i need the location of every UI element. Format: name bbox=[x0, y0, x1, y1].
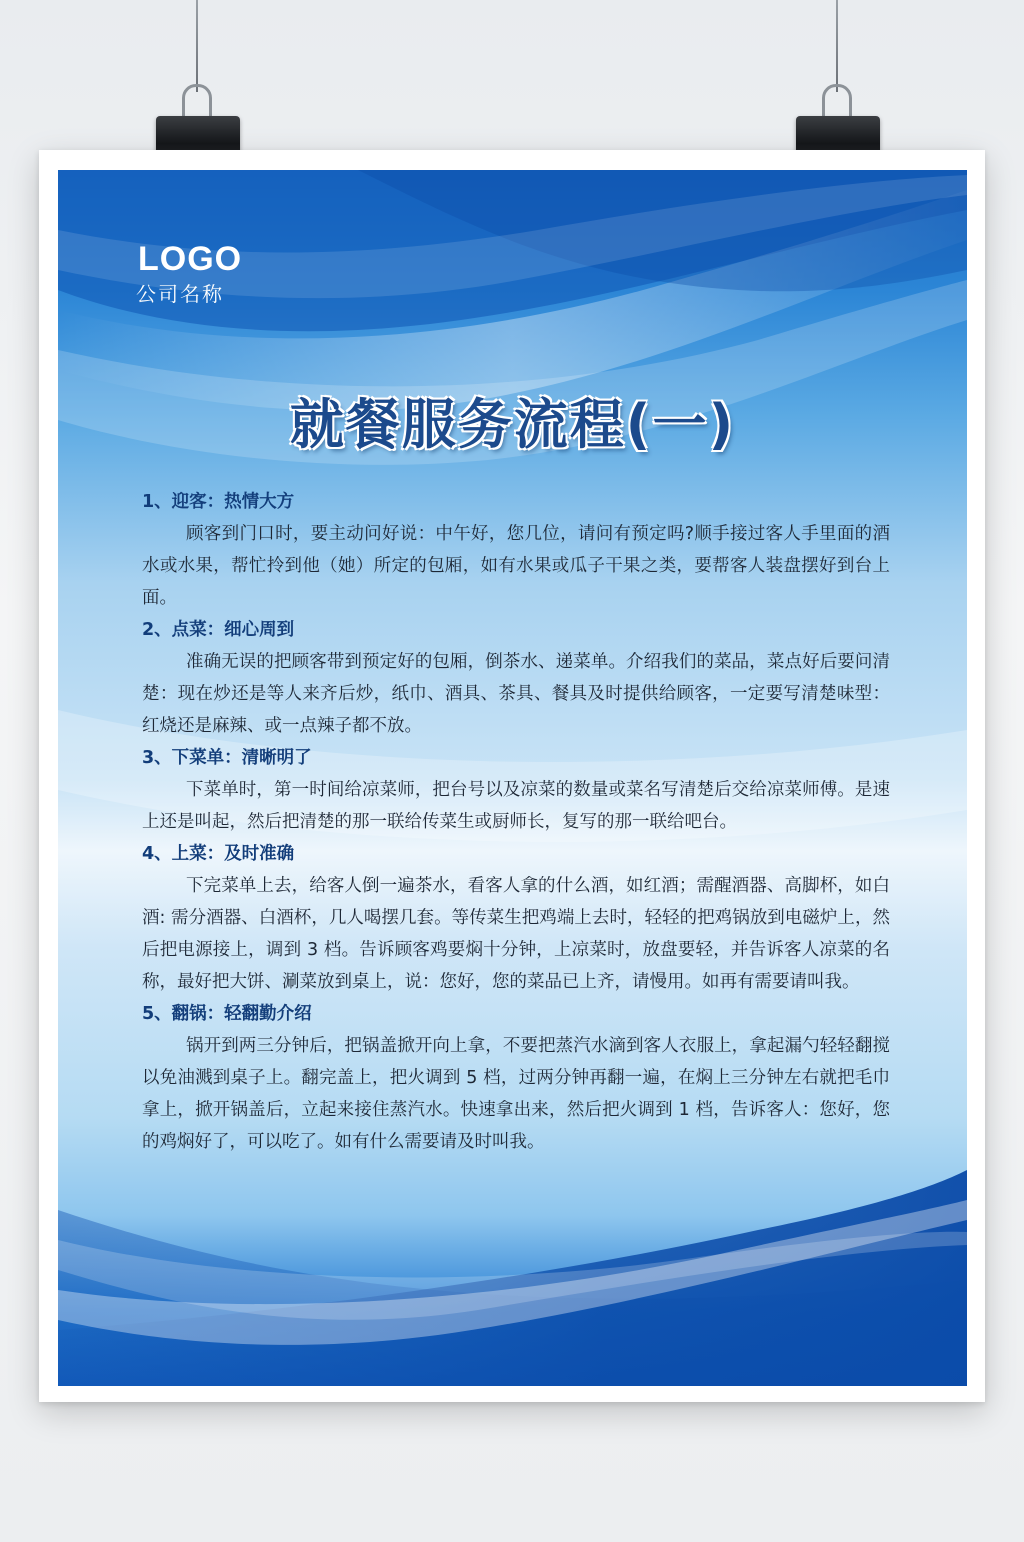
section-stirring-pot bbox=[142, 998, 890, 1158]
right-hanging-string bbox=[836, 0, 838, 92]
section-body: 下菜单时，第一时间给凉菜师，把台号以及凉菜的数量或菜名写清楚后交给凉菜师傅。是速上还是叫起，然后把清楚的那一联给传菜生或厨师长，复写的那一联给吧台。 bbox=[142, 780, 890, 832]
logo-text: LOGO bbox=[138, 240, 243, 278]
section-body: 准确无误的把顾客带到预定好的包厢，倒茶水、递菜单。介绍我们的菜品，菜点好后要问清楚：现在炒还是等人来齐后炒，纸巾、酒具、茶具、餐具及时提供给顾客，一定要写清楚味型：红烧还是麻辣、或一点辣子都不放。 bbox=[142, 652, 890, 736]
poster-board bbox=[39, 150, 985, 1402]
page-title: 就餐服务流程(一) bbox=[289, 393, 736, 456]
section-heading: 1、迎客：热情大方 bbox=[142, 492, 295, 512]
section-heading: 5、翻锅：轻翻勤介绍 bbox=[142, 1004, 312, 1024]
section-heading: 2、点菜：细心周到 bbox=[142, 620, 295, 640]
section-serving bbox=[142, 838, 890, 998]
section-body: 锅开到两三分钟后，把锅盖掀开向上拿，不要把蒸汽水滴到客人衣服上，拿起漏勺轻轻翻搅以免油溅到桌子上。翻完盖上，把火调到 5 档，过两分钟再翻一遍，在焖上三分钟左右就把毛巾拿上，掀开锅盖后，立起来接住蒸汽水。快速拿出来，然后把火调到 1 档，告诉客人：您好，您的鸡焖好了，可以吃了。如有什么需要请及时叫我。 bbox=[142, 1036, 890, 1152]
section-greeting bbox=[142, 486, 890, 614]
section-body: 下完菜单上去，给客人倒一遍茶水，看客人拿的什么酒，如红酒；需醒酒器、高脚杯，如白酒: 需分酒器、白酒杯，几人喝摆几套。等传菜生把鸡端上去时，轻轻的把鸡锅放到电磁炉上，然后把电源接上，调到 3 档。告诉顾客鸡要焖十分钟，上凉菜时，放盘要轻，并告诉客人凉菜的名称，最好把大饼、涮菜放到桌上，说：您好，您的菜品已上齐，请慢用。如再有需要请叫我。 bbox=[142, 876, 890, 992]
section-ordering bbox=[142, 614, 890, 742]
procedure-content bbox=[142, 486, 890, 1158]
left-hanging-string bbox=[196, 0, 198, 92]
company-name: 公司名称 bbox=[136, 282, 224, 306]
poster-panel bbox=[58, 170, 967, 1386]
section-order-ticket bbox=[142, 742, 890, 838]
section-heading: 3、下菜单：清晰明了 bbox=[142, 748, 312, 768]
section-heading: 4、上菜：及时准确 bbox=[142, 844, 295, 864]
section-body: 顾客到门口时，要主动问好说：中午好，您几位，请问有预定吗?顺手接过客人手里面的酒水或水果，帮忙拎到他（她）所定的包厢，如有水果或瓜子干果之类，要帮客人装盘摆好到台上面。 bbox=[142, 524, 890, 608]
